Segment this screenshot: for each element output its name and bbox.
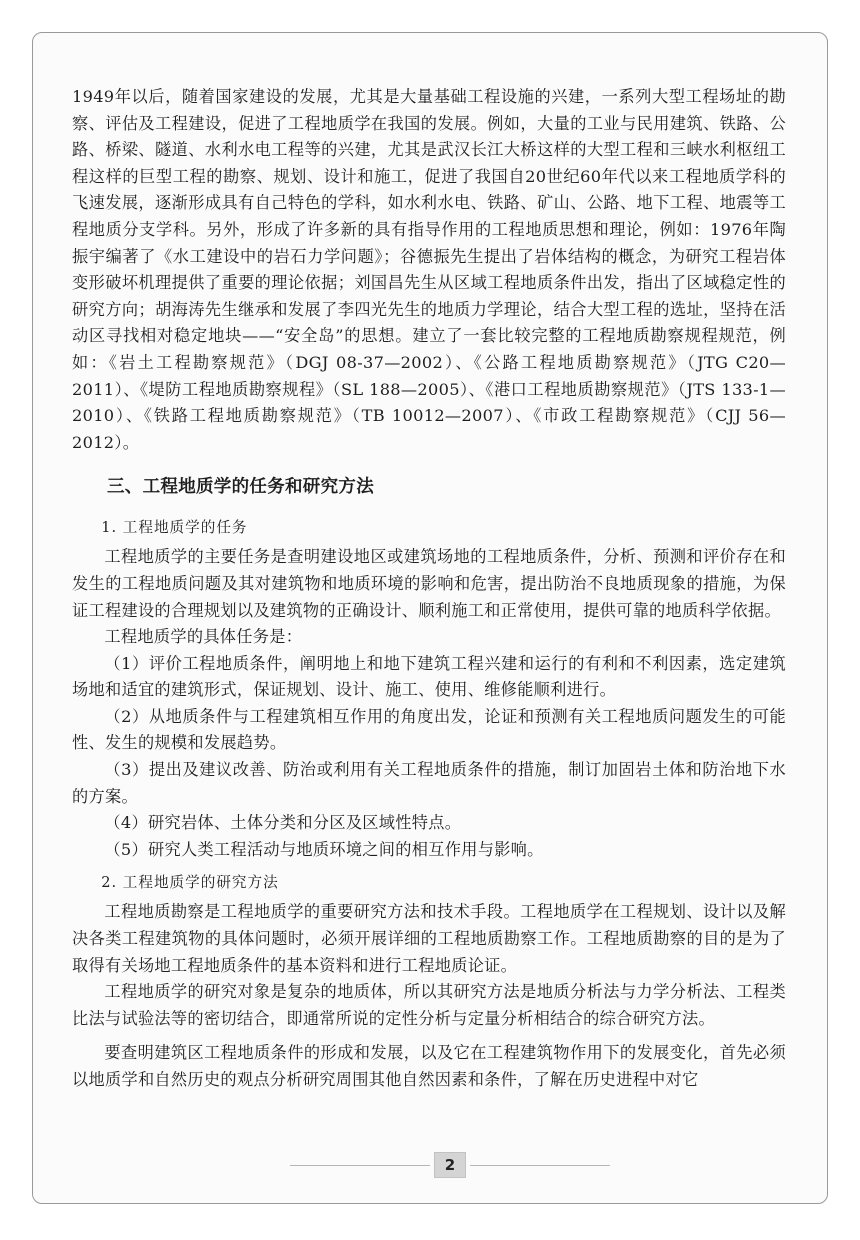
task-item-3: （3）提出及建议改善、防治或利用有关工程地质条件的措施，制订加固岩土体和防治地下水的方案。 bbox=[72, 760, 786, 806]
task-item-2: （2）从地质条件与工程建筑相互作用的角度出发，论证和预测有关工程地质问题发生的可能性、发生的规模和发展趋势。 bbox=[72, 706, 786, 753]
page-number: 2 bbox=[434, 1152, 466, 1178]
subsection-heading-tasks: 1. 工程地质学的任务 bbox=[101, 519, 248, 537]
task-item-1: （1）评价工程地质条件，阐明地上和地下建筑工程兴建和运行的有利和不利因素，选定建筑场地和适宜的建筑形式，保证规划、设计、施工、使用、维修能顺利进行。 bbox=[72, 653, 786, 700]
intro-paragraph: 1949年以后，随着国家建设的发展，尤其是大量基础工程设施的兴建，一系列大型工程场址的勘察、评估及工程建设，促进了工程地质学在我国的发展。例如，大量的工业与民用建筑、铁路、公路、桥梁、隧道、水利水电工程等的兴建，尤其是武汉长江大桥这样的大型工程和三峡水利枢纽工程这样的巨型工程的勘察、规划、设计和施工，促进了我国自20世纪60年代以来工程地质学科的飞速发展，逐渐形成具有自己特色的学科，如水利水电、铁路、矿山、公路、地下工程、地震等工程地质分支学科。另外，形成了许多新的具有指导作用的工程地质思想和理论，例如：1976年陶振宇编著了《水工建设中的岩石力学问题》；谷德振先生提出了岩体结构的概念，为研究工程岩体变形破坏机理提供了重要的理论依据；刘国昌先生从区域工程地质条件出发，指出了区域稳定性的研究方向；胡海涛先生继承和发展了李四光先生的地质力学理论，结合大型工程的选址，坚持在活动区寻找相对稳定地块——“安全岛”的思想。建立了一套比较完整的工程地质勘察规程规范，例如：《岩土工程勘察规范》（DGJ 08-37—2002）、《公路工程地质勘察规范》（JTG C20—2011）、《堤防工程地质勘察规程》（SL 188—2005）、《港口工程地质勘察规范》（JTS 133-1—2010）、《铁路工程地质勘察规范》（TB 10012—2007）、《市政工程勘察规范》（CJJ 56—2012）。 bbox=[72, 87, 786, 452]
tasks-paragraph: 工程地质学的主要任务是查明建设地区或建筑场地的工程地质条件，分析、预测和评价存在和发生的工程地质问题及其对建筑物和地质环境的影响和危害，提出防治不良地质现象的措施，为保证工程建设的合理规划以及建筑物的正确设计、顺利施工和正常使用，提供可靠的地质科学依据。 bbox=[72, 547, 786, 620]
methods-paragraph-2: 工程地质学的研究对象是复杂的地质体，所以其研究方法是地质分析法与力学分析法、工程类比法与试验法等的密切结合，即通常所说的定性分析与定量分析相结合的综合研究方法。 bbox=[72, 982, 786, 1028]
footer-rule-left bbox=[290, 1165, 430, 1166]
tasks-intro-line: 工程地质学的具体任务是： bbox=[104, 627, 303, 647]
methods-paragraph-3: 要查明建筑区工程地质条件的形成和发展，以及它在工程建筑物作用下的发展变化，首先必须以地质学和自然历史的观点分析研究周围其他自然因素和条件，了解在历史进程中对它 bbox=[72, 1043, 786, 1089]
task-item-4: （4）研究岩体、土体分类和分区及区域性特点。 bbox=[104, 813, 462, 833]
section-heading: 三、工程地质学的任务和研究方法 bbox=[107, 477, 374, 498]
footer-rule-right bbox=[470, 1165, 610, 1166]
methods-paragraph-1: 工程地质勘察是工程地质学的重要研究方法和技术手段。工程地质学在工程规划、设计以及解决各类工程建筑物的具体问题时，必须开展详细的工程地质勘察工作。工程地质勘察的目的是为了取得有关场地工程地质条件的基本资料和进行工程地质论证。 bbox=[72, 902, 786, 975]
page-body bbox=[72, 84, 786, 1094]
subsection-heading-methods: 2. 工程地质学的研究方法 bbox=[101, 874, 279, 892]
page-footer bbox=[0, 1152, 860, 1180]
task-item-5: （5）研究人类工程活动与地质环境之间的相互作用与影响。 bbox=[104, 839, 544, 859]
